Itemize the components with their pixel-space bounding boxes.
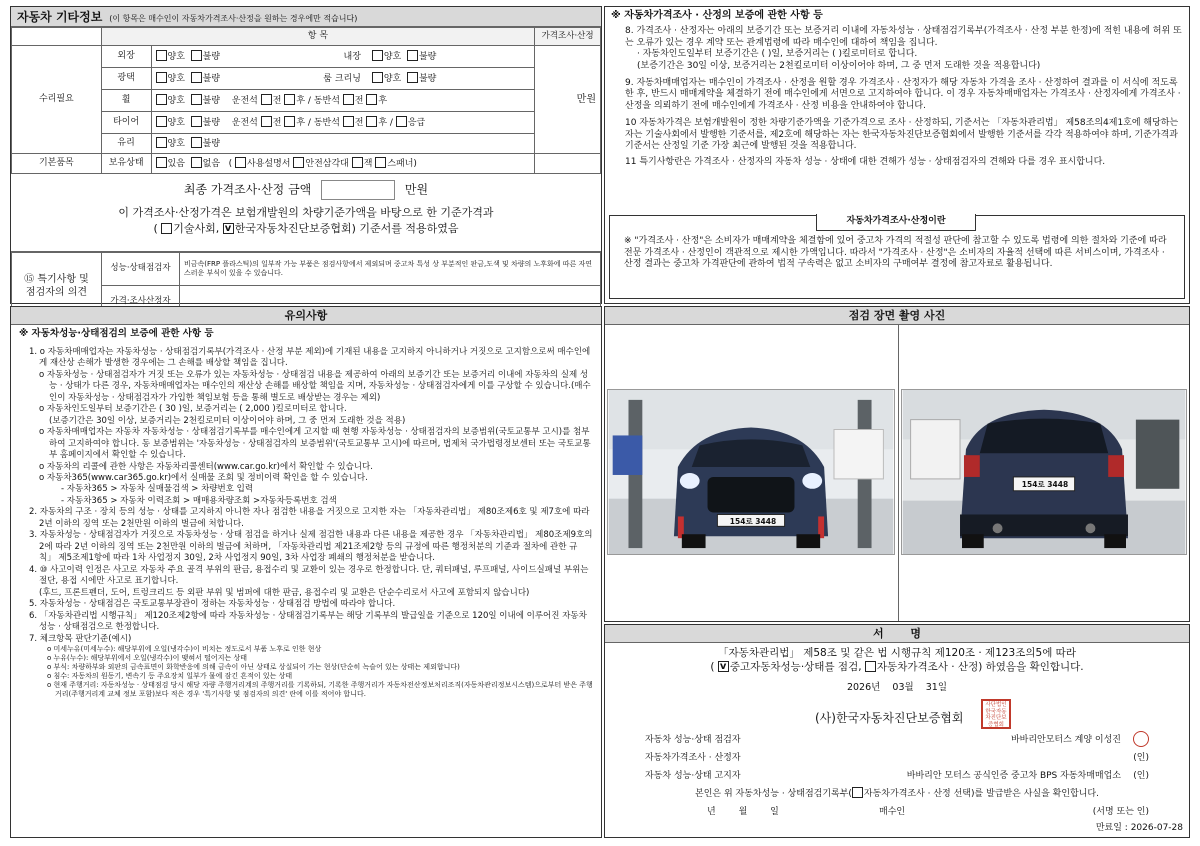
- note-6: 6. 「자동차관리법 시행규칙」 제120조제2항에 따라 자동차성능 · 상태점검기록부는 해당 기록부의 발급일을 기준으로 120일 이내에 이루어진 자동차 성능 · 상태점검으로 한정합니다.: [29, 610, 587, 633]
- etc-info-section: [10, 6, 602, 307]
- note-7: 7. 체크항목 판단기준(예시): [29, 633, 132, 644]
- possession-yes-checkbox[interactable]: [156, 157, 167, 168]
- price-definition-text: ※ "가격조사 · 산정"은 소비자가 매매계약을 체결함에 있어 중고차 가격의 적절성 판단에 참고할 수 있도록 법령에 의한 절차와 기준에 따라 전문 가격조사 · 산정인이 객관적으로 제시한 가액입니다. 따라서 "가격조사 · 산정"은 소비자의 자율적 선택에 따른 서비스이며, 가격조사 · 산정 결과는 중고차 가격판단에 관하여 법적 구속력은 없고 소비자의 구매여부 결정에 참고자료로 활용됩니다.: [624, 236, 1167, 270]
- note-1g: o 자동차365(www.car365.go.kr)에서 실매물 조회 및 정비이력 확인을 할 수 있습니다.: [39, 472, 368, 483]
- signature-section: [604, 624, 1190, 838]
- price-check-checkbox[interactable]: [865, 661, 876, 672]
- car-rear-image: [902, 390, 1186, 554]
- note-1a: 1. o 자동차매매업자는 자동차성능 · 상태점검기록부(가격조사 · 산정 부분 제외)에 기재된 내용을 고지하지 아니하거나 거짓으로 고지함으로써 매수인에게 재산상 손해가 발생한 경우에는 그 손해를 배상할 책임을 집니다.: [29, 346, 591, 369]
- price-definition-box: [609, 215, 1185, 299]
- inspector-seal: [1133, 731, 1149, 747]
- perf-check-checkbox[interactable]: [718, 661, 729, 672]
- guarantee-item-8-sub: · 자동차인도일부터 보증기간은 ( )일, 보증거리는 ( )킬로미터로 합니다.: [637, 49, 918, 60]
- note-7b: o 누유(누수): 해당부위에서 오일(냉각수)이 맺혀서 떨어지는 상태: [47, 654, 247, 663]
- rear-plate-text: 154로 3448: [1021, 480, 1069, 489]
- basis-kaida-checkbox[interactable]: [223, 223, 234, 234]
- signer-rows: [645, 731, 1149, 821]
- association-name: (사)한국자동차진단보증협회: [815, 711, 964, 725]
- guarantee-item-10: 10 자동차가격은 보험개발원이 정한 차량기준가액을 기준가격으로 조사 · 산정하되, 기준서는 「자동차관리법」 제58조의4제1호에 해당하는 자는 기술사회에서 발행한 기준서를, 제2호에 해당하는 자는 한국자동차진단보증협회에서 발행한 기준서를 각각 적용하여야 하며, 기준가격과 기준서는 산정일 기준 가장 최근에 발행된 것을 적용합니다.: [625, 117, 1179, 152]
- basic-items-row: 있음 없음 ( 사용설명서 안전삼각대 잭 스패너): [151, 154, 535, 174]
- jack-checkbox[interactable]: [352, 157, 363, 168]
- etc-info-title: 자동차 기타정보: [17, 10, 103, 24]
- note-7e: o 현재 주행거리: 자동차성능 · 상태점검 당시 해당 자량 주행거리계의 주행거리를 기록하되, 기록한 주행거리가 자동차전산정보처리조직(자동차관리정보시스템)으로부터 받은 주행거리(주행거리계 교체 정보 포함)보다 적은 경우 '특기사항 및 점검자의 의견' 란에 이를 적어야 합니다.: [47, 681, 593, 699]
- buyer-sign-row: 년 월 일 매수인 (서명 또는 인): [645, 803, 1149, 821]
- note-1d: (보증기간은 30일 이상, 보증거리는 2천킬로미터 이상이어야 하며, 그 중 먼저 도래한 것을 적용): [49, 415, 406, 426]
- interior-good-checkbox[interactable]: [372, 50, 383, 61]
- note-1b: o 자동차성능 · 상태점검자가 거짓 또는 오류가 있는 자동차성능 · 상태점검 내용을 제공하여 아래의 보증기간 또는 보증거리 이내에 자동차의 실제 성능 · 상태가 다른 경우, 자동차매매업자는 매수인의 재산상 손해를 배상할 책임을 지며, 자동차성능 · 상태점검자에게 이를 구상할 수 있습니다.(매수인이 자동차성능 · 상태점검자가 가입한 책임보험 등을 통해 별도로 배상받는 경우는 제외): [39, 369, 591, 403]
- gloss-bad-checkbox[interactable]: [191, 72, 202, 83]
- signature-statement-1: 「자동차관리법」 제58조 및 같은 법 시행규칙 제120조 · 제123조의5에 따라: [718, 647, 1076, 659]
- condition-table: [11, 27, 601, 174]
- price-inspector-label: 가격·조사산정자: [102, 286, 180, 319]
- association-stamp: [981, 699, 1011, 729]
- col-item-header: 항 목: [101, 28, 534, 46]
- note-5: 5. 자동차성능 · 상태점검은 국토교통부장관이 정하는 자동차성능 · 상태점검 방법에 따라야 합니다.: [29, 599, 396, 610]
- notes-title: ※ 자동차성능·상태점검의 보증에 관한 사항 등: [19, 328, 214, 339]
- tire-passenger-rear-checkbox[interactable]: [366, 116, 377, 127]
- tire-driver-front-checkbox[interactable]: [261, 116, 272, 127]
- notes-body: [11, 325, 601, 703]
- front-plate-text: 154로 3448: [729, 517, 777, 526]
- note-1i: - 자동차365 > 자동차 이력조회 > 매매용차량조회 >자동차등록번호 검색: [61, 495, 337, 506]
- tire-good-checkbox[interactable]: [156, 116, 167, 127]
- opinion-label: ⑮ 특기사항 및 점검자의 의견: [12, 253, 102, 319]
- signature-date: 2026년 03월 31일: [846, 682, 948, 694]
- glass-label: 유리: [101, 134, 151, 154]
- exterior-bad-checkbox[interactable]: [191, 50, 202, 61]
- gloss-label: 광택: [101, 68, 151, 90]
- room-clean-bad-checkbox[interactable]: [407, 72, 418, 83]
- tire-driver-rear-checkbox[interactable]: [284, 116, 295, 127]
- guarantee-item-11: 11 특기사항란은 가격조사 · 산정자의 자동차 성능 · 상태에 대한 견해가 성능 · 상태점검자의 견해와 다를 경우 표시합니다.: [625, 156, 1106, 167]
- etc-info-header: [11, 7, 601, 27]
- signer-row-price: 자동차가격조사 · 산정자 (인): [645, 753, 1149, 763]
- final-price-input[interactable]: [321, 180, 395, 200]
- interior-label: 내장: [343, 51, 361, 62]
- note-3: 3. 자동차성능 · 상태점검자가 거짓으로 자동차성능 · 상태 점검을 하거나 실제 점검한 내용과 다른 내용을 제공한 경우 「자동차관리법」 제80조제9호의2에 따라 2년 이하의 징역 또는 2천만원 이하의 벌금에 처하며, 「자동차관리법 제21조제2항 등의 규정에 따른 행정처분의 기준과 절차에 관한 규칙」 제5조제1항에 따라 1차 사업정지 30일, 2차 사업정지 90일, 3차 사업장 폐쇄의 행정처분을 받습니다.: [29, 530, 593, 564]
- perf-inspector-label: 성능·상태점검자: [102, 253, 180, 286]
- col-price-header: 가격조사·산정: [535, 28, 601, 46]
- price-guarantee-section: [604, 6, 1190, 304]
- repair-price-unit: 만원: [535, 46, 601, 154]
- manual-checkbox[interactable]: [235, 157, 246, 168]
- note-7d: o 침수: 자동차의 원동기, 변속기 등 주요장치 일부가 물에 잠긴 흔적이 있는 상태: [47, 672, 293, 681]
- glass-bad-checkbox[interactable]: [191, 137, 202, 148]
- note-1e: o 자동차매매업자는 자동차 자동차성능 · 상태점검기록부를 매수인에게 고지할 때 현행 자동차성능 · 상태점검자의 보증범위(국토교통부 고시)를 첨부하여 고지하여야 합니다. 동 보증범위는 '자동차성능 · 상태점검자의 보증범위'(국토교통부 고시)에 따르며, 법제처 국가법령정보센터 또는 국토교통부 홈페이지에서 확인할 수 있습니다.: [39, 427, 591, 461]
- basis-line2: ( 기술사회, v 한국자동차진단보증협회) 기준서를 적용하였음: [11, 222, 601, 236]
- rear-inspection-photo: [901, 389, 1187, 555]
- photos-section: [604, 306, 1190, 622]
- signature-header: 서 명: [605, 625, 1189, 643]
- buyer-price-checkbox[interactable]: [852, 787, 863, 798]
- tire-bad-checkbox[interactable]: [191, 116, 202, 127]
- wheel-driver-rear-checkbox[interactable]: [284, 94, 295, 105]
- note-4b: (후드, 프론트펜더, 도어, 트렁크리드 등 외판 부위 및 범퍼에 대한 판금, 용접수리 및 교환은 단순수리로서 사고에 포함되지 않습니다): [39, 587, 530, 598]
- wheel-bad-checkbox[interactable]: [191, 94, 202, 105]
- possession-no-checkbox[interactable]: [191, 157, 202, 168]
- note-1f: o 자동차의 리콜에 관한 사항은 자동차리콜센터(www.car.go.kr)에서 확인할 수 있습니다.: [39, 461, 373, 472]
- buyer-confirm: 본인은 위 자동차성능 · 상태점검기록부( 자동차가격조사 · 산정 선택)를 발급받은 사실을 확인합니다.: [695, 789, 1099, 799]
- room-clean-label: 룸 크리닝: [323, 73, 361, 84]
- price-definition-title: 자동차가격조사·산정이란: [816, 214, 976, 231]
- notes-header: 유의사항: [11, 307, 601, 325]
- basis-line1: 이 가격조사·산정가격은 보험개발원의 차량기준가액을 바탕으로 한 기준가격과: [118, 206, 494, 219]
- basic-items-label: 기본품목: [12, 154, 102, 174]
- interior-bad-checkbox[interactable]: [407, 50, 418, 61]
- association-stamp-text: 사단법인한국자동차진단보증협회: [985, 702, 1007, 728]
- notes-section: [10, 306, 602, 838]
- signature-statement-2: ( v중고자동차성능·상태를 점검, 자동차가격조사 · 산정) 하였음을 확인합니다.: [605, 661, 1189, 675]
- tire-label: 타이어: [101, 112, 151, 134]
- note-1c: o 자동차인도일부터 보증기간은 ( 30 )일, 보증거리는 ( 2,000 )킬로미터로 합니다.: [39, 404, 347, 415]
- signer-row-inspector: 자동차 성능·상태 점검자 바바리안모터스 계양 이성진: [645, 731, 1149, 749]
- tire-passenger-front-checkbox[interactable]: [343, 116, 354, 127]
- basis-tech-checkbox[interactable]: [161, 223, 172, 234]
- note-7c: o 부식: 차량하부와 외판의 금속표면이 화학반응에 의해 금속이 아닌 상태로 상실되어 가는 현상(단순히 녹슬어 있는 상태는 제외합니다): [47, 663, 460, 672]
- car-front-image: [608, 390, 894, 554]
- note-7a: o 미세누유(미세누수): 해당부위에 오일(냉각수)이 비치는 정도로서 부품 노후로 인한 현상: [47, 645, 322, 653]
- repair-needed-label: 수리필요: [12, 46, 102, 154]
- expiry-date: 만료일 : 2026-07-28: [1095, 823, 1183, 834]
- tire-spare-checkbox[interactable]: [396, 116, 407, 127]
- wheel-good-checkbox[interactable]: [156, 94, 167, 105]
- exterior-label: 외장: [101, 46, 151, 68]
- front-inspection-photo: [607, 389, 895, 555]
- signer-row-notifier: 자동차 성능·상태 고지자 바바리안 모터스 공식인증 중고차 BPS 자동차매매업소 (인): [645, 771, 1149, 781]
- note-4: 4. ⑩ 사고이력 인정은 사고로 자동차 주요 골격 부위의 판금, 용접수리 및 교환이 있는 경우로 한정합니다. 단, 쿼터패널, 루프패널, 사이드실패널 부위는 절단, 용접 시에만 사고로 표기합니다.: [29, 564, 589, 587]
- guarantee-item-8: 8. 가격조사 · 산정자는 아래의 보증기간 또는 보증거리 이내에 자동차성능 · 상태점검기록부(가격조사 · 산정 부분 한정)에 적힌 내용에 허위 또는 오류가 있는 경우 계약 또는 관계법령에 따라 매수인에 대하여 책임을 집니다.: [625, 26, 1182, 48]
- triangle-checkbox[interactable]: [293, 157, 304, 168]
- glass-good-checkbox[interactable]: [156, 137, 167, 148]
- price-guarantee-title: ※ 자동차가격조사 · 산정의 보증에 관한 사항 등: [611, 10, 823, 21]
- guarantee-item-8-note: (보증기간은 30일 이상, 보증거리는 2천킬로미터 이상이어야 하며, 그 중 먼저 도래한 것을 적용합니다): [637, 61, 1041, 72]
- spanner-checkbox[interactable]: [375, 157, 386, 168]
- possession-label: 보유상태: [101, 154, 151, 174]
- glass-row: 양호 불량: [151, 134, 535, 154]
- perf-inspector-opinion: 비금속(FRP 플라스틱)의 일부작 가능 부품은 점검사항에서 제외되며 중고차 특성 상 부분적인 판금,도색 및 차량의 노후화에 따른 자연스러운 부식이 있을 수 있습니다.: [180, 253, 601, 286]
- wheel-row: 양호 불량 운전석 전 후 / 동반석 전 후: [151, 90, 535, 112]
- gloss-good-checkbox[interactable]: [156, 72, 167, 83]
- note-1h: - 자동차365 > 자동차 실매물검색 > 차량번호 입력: [61, 484, 254, 495]
- exterior-good-checkbox[interactable]: [156, 50, 167, 61]
- etc-info-subtitle: (이 항목은 매수인이 자동차가격조사·산정을 원하는 경우에만 적습니다): [109, 14, 358, 23]
- tire-row: 양호 불량 운전석 전 후 / 동반석 전 후 / 응급: [151, 112, 535, 134]
- wheel-passenger-rear-checkbox[interactable]: [366, 94, 377, 105]
- buyer-signature-field[interactable]: (서명 또는 인): [1092, 807, 1149, 817]
- wheel-label: 휠: [101, 90, 151, 112]
- photos-header: 점검 장면 촬영 사진: [605, 307, 1189, 325]
- room-clean-good-checkbox[interactable]: [372, 72, 383, 83]
- wheel-passenger-front-checkbox[interactable]: [343, 94, 354, 105]
- note-2: 2. 자동차의 구조 · 장치 등의 성능 · 상태를 고지하지 아니한 자나 점검한 내용을 거짓으로 고지한 자는 「자동차관리법」 제80조제6호 및 제7호에 따라 2년 이하의 징역 또는 2천만원 이하의 벌금에 처합니다.: [29, 507, 590, 529]
- final-price-block: 최종 가격조사·산정 금액 만원 이 가격조사·산정가격은 보험개발원의 차량기준가액을 바탕으로 한 기준가격과 ( 기술사회, v 한국자동차진단보증협회) 기준서를 적용하였음: [11, 174, 601, 252]
- final-price-label: 최종 가격조사·산정 금액: [183, 182, 312, 197]
- wheel-driver-front-checkbox[interactable]: [261, 94, 272, 105]
- exterior-row: 양호 불량 내장 양호 불량: [151, 46, 535, 68]
- gloss-row: 양호 불량 룸 크리닝 양호 불량: [151, 68, 535, 90]
- guarantee-item-9: 9. 자동차매매업자는 매수인이 가격조사 · 산정을 원할 경우 가격조사 · 산정자가 해당 자동차 가격을 조사 · 산정하여 결과를 이 서식에 적도록 한 후, 반드시 매매계약을 체결하기 전에 매수인에게 서면으로 고지하여야 합니다. 이 경우 자동차매매업자는 가격조사 · 산정자에게 가격조사 · 산정을 의뢰하기 전에 매수인에게 가격조사 · 산정 비용을 안내하여야 합니다.: [625, 77, 1181, 112]
